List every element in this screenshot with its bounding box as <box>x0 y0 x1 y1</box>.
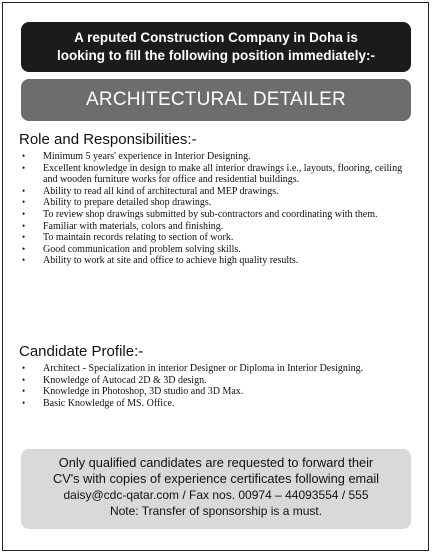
list-item: • Minimum 5 years' experience in Interior Designing. <box>22 151 251 162</box>
position-title: ARCHITECTURAL DETAILER <box>86 89 346 110</box>
company-header <box>21 22 411 72</box>
list-item: • Excellent knowledge in design to make all interior drawings i.e., layouts, flooring, ceiling and wooden furniture works for office and residential buildings. <box>22 162 403 186</box>
sponsorship-note: Note: Transfer of sponsorship is a must. <box>109 504 323 518</box>
bullet-icon: • <box>22 151 26 161</box>
bullet-icon: • <box>22 232 26 243</box>
position-title-banner <box>21 79 411 121</box>
list-item: • Ability to read all kind of architectural and MEP drawings. <box>22 185 279 197</box>
list-item: • Ability to work at site and office to achieve high quality results. <box>22 255 299 267</box>
list-item: • Good communication and problem solving skills. <box>22 243 241 255</box>
bullet-icon: • <box>22 185 26 196</box>
bullet-icon: • <box>22 397 26 408</box>
bullet-icon: • <box>22 386 26 397</box>
bullet-icon: • <box>22 220 26 231</box>
list-item: • To review shop drawings submitted by sub-contractors and coordinating with them. <box>22 208 378 220</box>
bullet-icon: • <box>22 208 26 219</box>
roles-list <box>19 151 411 267</box>
footer-line-2: CV's with copies of experience certificates following email <box>52 471 380 486</box>
header-line-2: looking to fill the following position immediately:- <box>57 48 375 63</box>
list-item: • Knowledge of Autocad 2D & 3D design. <box>22 374 207 386</box>
list-item: • Familiar with materials, colors and finishing. <box>22 220 224 232</box>
list-item: • Architect - Specialization in interior Designer or Diploma in Interior Designing. <box>22 363 364 374</box>
list-item: • To maintain records relating to section of work. <box>22 232 234 244</box>
list-item: • Basic Knowledge of MS. Office. <box>22 397 175 409</box>
footer-line-1: Only qualified candidates are requested to forward their <box>58 455 374 470</box>
list-item: • Ability to prepare detailed shop drawings. <box>22 197 212 209</box>
bullet-icon: • <box>22 374 26 385</box>
bullet-icon: • <box>22 197 26 208</box>
bullet-icon: • <box>22 162 26 173</box>
bullet-icon: • <box>22 243 26 254</box>
roles-heading: Role and Responsibilities:- <box>19 131 197 148</box>
contact-email-fax: daisy@cdc-qatar.com / Fax nos. 00974 – 44093554 / 555 <box>63 488 369 502</box>
header-line-1: A reputed Construction Company in Doha is <box>74 30 358 45</box>
profile-heading: Candidate Profile:- <box>19 343 144 360</box>
bullet-icon: • <box>22 255 26 266</box>
bullet-icon: • <box>22 363 26 373</box>
application-instructions <box>21 449 411 529</box>
list-item: • Knowledge in Photoshop, 3D studio and 3D Max. <box>22 386 244 398</box>
profile-list <box>19 363 411 409</box>
